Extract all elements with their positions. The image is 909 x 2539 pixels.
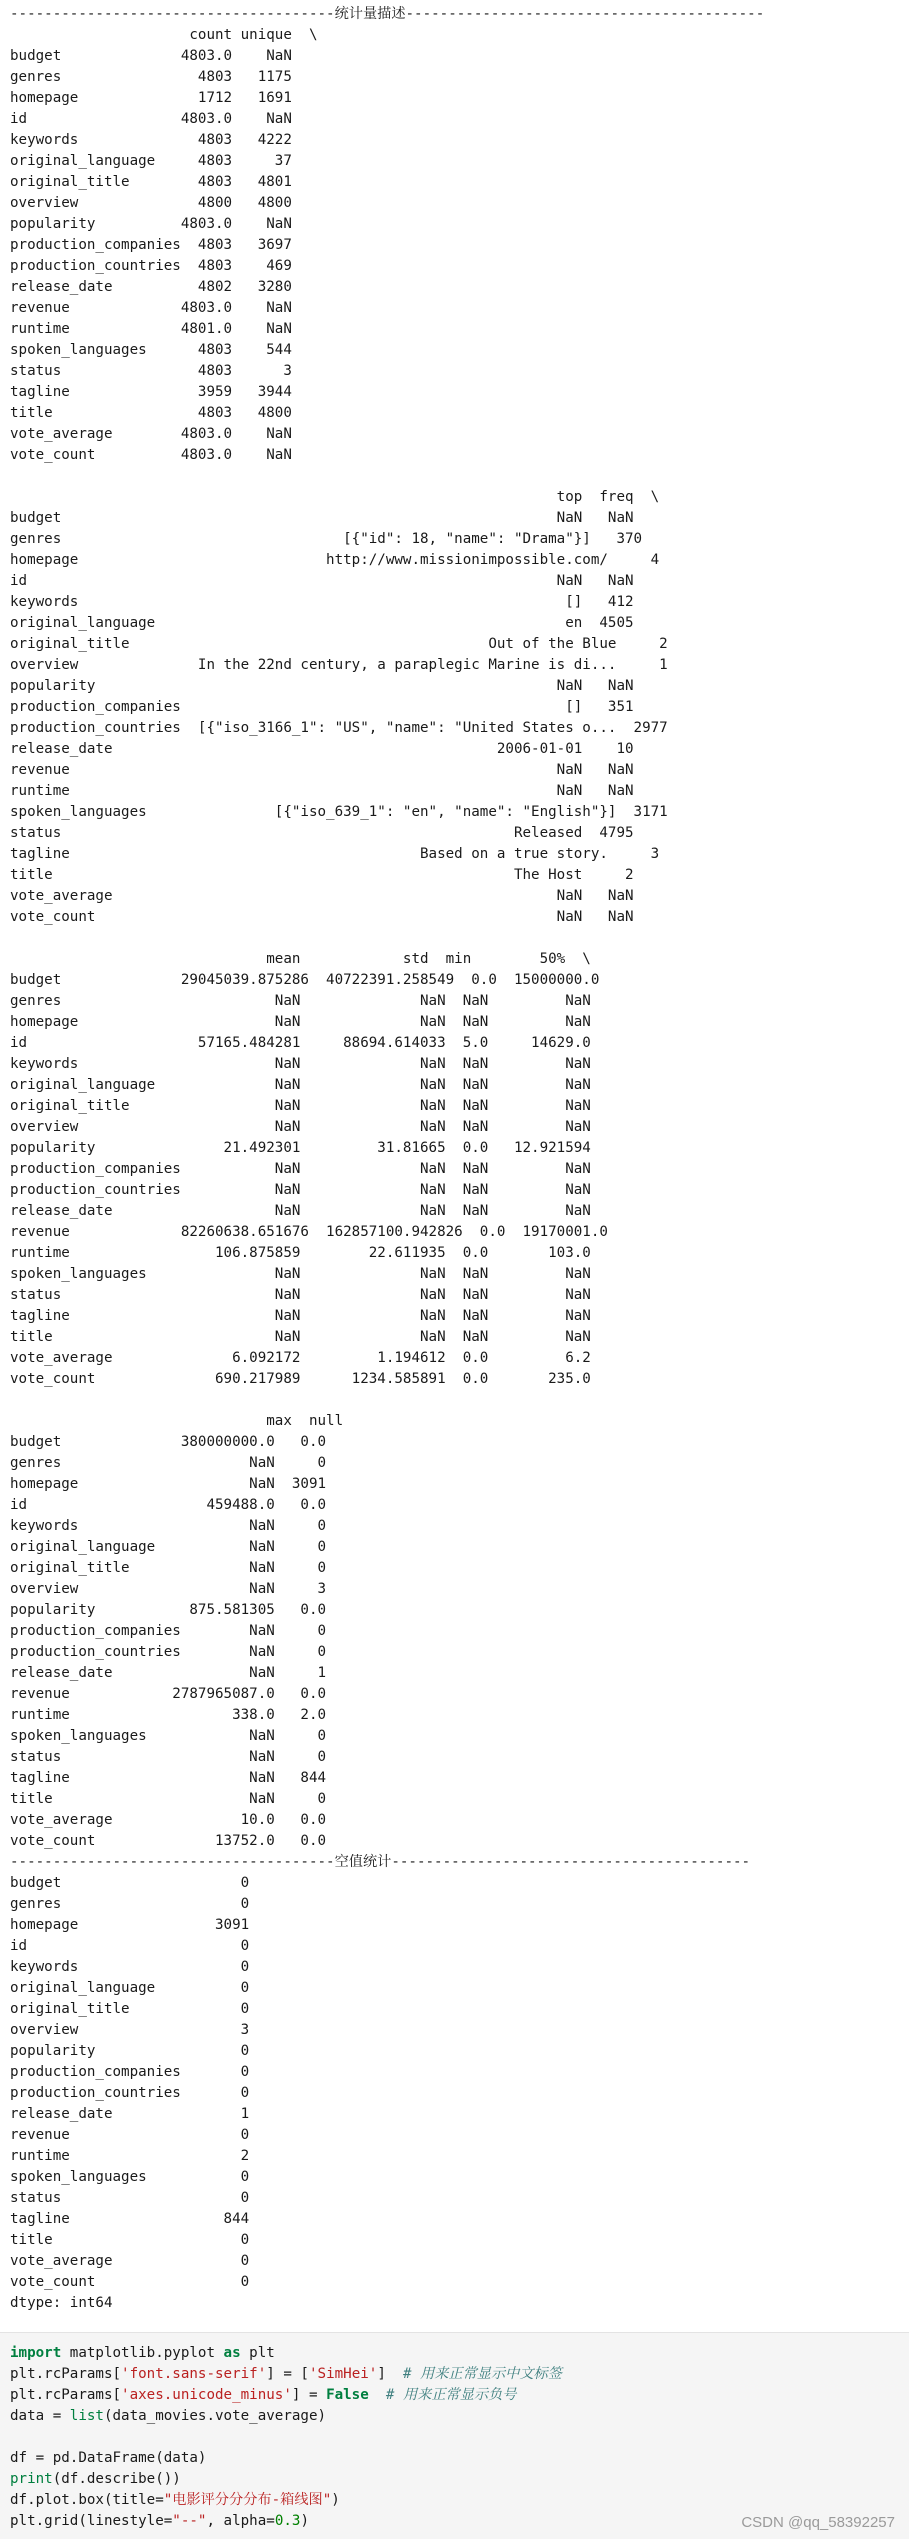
- code-comment: # 用来正常显示中文标签: [402, 2366, 562, 2382]
- code-line-4: [10, 2408, 326, 2424]
- code-text: plt.rcParams[: [10, 2366, 122, 2382]
- code-text: (data_movies.vote_average): [103, 2408, 327, 2424]
- builtin: list: [69, 2408, 104, 2424]
- code-line-3: [10, 2387, 516, 2403]
- keyword: False: [326, 2387, 369, 2403]
- code-line-2: [10, 2366, 562, 2382]
- code-editor[interactable]: [0, 2333, 909, 2532]
- string-literal: 'SimHei': [308, 2366, 378, 2382]
- string-literal: "--": [172, 2513, 207, 2529]
- string-literal: 'font.sans-serif': [121, 2366, 267, 2382]
- code-text: ]: [377, 2366, 403, 2382]
- string-literal: "电影评分分分布-箱线图": [163, 2492, 332, 2508]
- watermark: CSDN @qq_58392257: [741, 2514, 895, 2531]
- code-text: ): [300, 2513, 309, 2529]
- keyword: import: [10, 2345, 62, 2361]
- number-literal: 0.3: [274, 2513, 301, 2529]
- code-text: df.plot.box(title=: [10, 2492, 164, 2508]
- keyword: as: [223, 2345, 241, 2361]
- code-text: ] = [: [266, 2366, 309, 2382]
- code-text: matplotlib.pyplot: [61, 2345, 224, 2361]
- string-literal: 'axes.unicode_minus': [121, 2387, 292, 2403]
- code-text: df = pd.DataFrame(data): [10, 2450, 207, 2466]
- code-text: (df.describe()): [52, 2471, 181, 2487]
- code-line-1: [10, 2345, 275, 2361]
- code-line-8: [10, 2513, 309, 2529]
- code-line-6: [10, 2471, 181, 2487]
- code-line-7: [10, 2492, 340, 2508]
- describe-output-text: --------------------------------------统计量描述------------------------------------------ count unique \ budget 4803.0 NaN genres 4803 1175 homepage 1712 1691 id 4803.0 NaN keywords 4803 4222 original_language 4803 37 original_title 4803 4801 overview 4800 4800 popularity 4803.0 NaN production_companies 4803 3697 production_countries 4803 469 release_date 4802 3280 revenue 4803.0 NaN runtime 4801.0 NaN spoken_languages 4803 544 status 4803 3 tagline 3959 3944 title 4803 4800 vote_average 4803.0 NaN vote_count 4803.0 NaN top freq \ budget NaN NaN genres [{"id": 18, "name": "Drama"}] 370 homepage http://www.missionimpossible.com/ 4 id NaN NaN keywords [] 412 original_language en 4505 original_title Out of the Blue 2 overview In the 22nd century, a paraplegic Marine is di... 1 popularity NaN NaN production_companies [] 351 production_countries [{"iso_3166_1": "US", "name": "United States o... 2977 release_date 2006-01-01 10 revenue NaN NaN runtime NaN NaN spoken_languages [{"iso_639_1": "en", "name": "English"}] 3171 status Released 4795 tagline Based on a true story. 3 title The Host 2 vote_average NaN NaN vote_count NaN NaN mean std min 50% \ budget 29045039.875286 40722391.258549 0.0 15000000.0 genres NaN NaN NaN NaN homepage NaN NaN NaN NaN id 57165.484281 88694.614033 5.0 14629.0 keywords NaN NaN NaN NaN original_language NaN NaN NaN NaN original_title NaN NaN NaN NaN overview NaN NaN NaN NaN popularity 21.492301 31.81665 0.0 12.921594 production_companies NaN NaN NaN NaN production_countries NaN NaN NaN NaN release_date NaN NaN NaN NaN revenue 82260638.651676 162857100.942826 0.0 19170001.0 runtime 106.875859 22.611935 0.0 103.0 spoken_languages NaN NaN NaN NaN status NaN NaN NaN NaN tagline NaN NaN NaN NaN title NaN NaN NaN NaN vote_average 6.092172 1.194612 0.0 6.2 vote_count 690.217989 1234.585891 0.0 235.0 max null budget 380000000.0 0.0 genres NaN 0 homepage NaN 3091 id 459488.0 0.0 keywords NaN 0 original_language NaN 0 original_title NaN 0 overview NaN 3 popularity 875.581305 0.0 production_companies NaN 0 production_countries NaN 0 release_date NaN 1 revenue 2787965087.0 0.0 runtime 338.0 2.0 spoken_languages NaN 0 status NaN 0 tagline NaN 844 title NaN 0 vote_average 10.0 0.0 vote_count 13752.0 0.0 --------------------------------------空值统计------------------------------------------ budget 0 genres 0 homepage 3091 id 0 keywords 0 original_language 0 original_title 0 overview 3 popularity 0 production_companies 0 production_countries 0 release_date 1 revenue 0 runtime 2 spoken_languages 0 status 0 tagline 844 title 0 vote_average 0 vote_count 0 dtype: int64: [10, 6, 765, 2311]
- code-text: [369, 2387, 386, 2403]
- code-text: , alpha=: [206, 2513, 275, 2529]
- code-line-5: [10, 2450, 206, 2466]
- code-text: ] =: [291, 2387, 327, 2403]
- code-text: plt.grid(linestyle=: [10, 2513, 173, 2529]
- code-text: ): [331, 2492, 340, 2508]
- code-text: data =: [10, 2408, 70, 2424]
- code-cell[interactable]: [0, 2332, 909, 2539]
- code-comment: # 用来正常显示负号: [385, 2387, 517, 2403]
- builtin: print: [10, 2471, 53, 2487]
- code-text: plt: [240, 2345, 275, 2361]
- code-text: plt.rcParams[: [10, 2387, 122, 2403]
